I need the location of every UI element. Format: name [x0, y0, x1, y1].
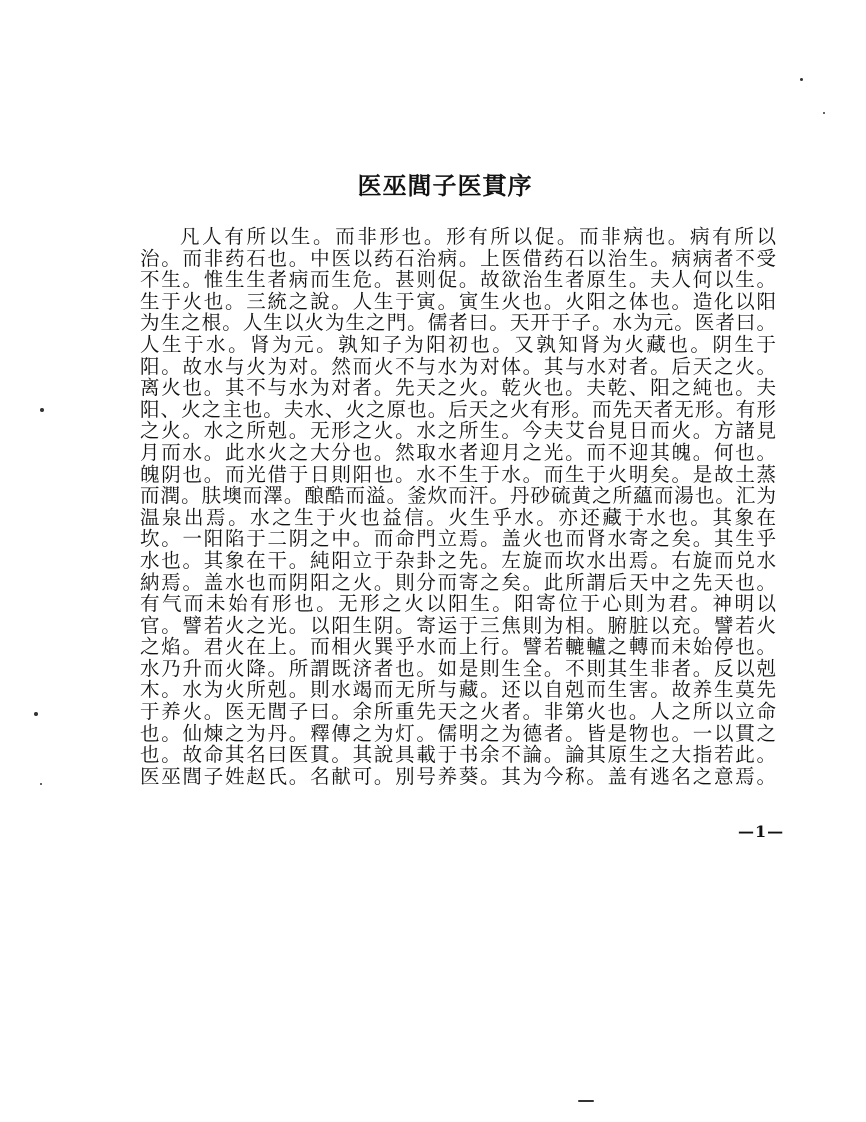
- scan-speck: [40, 408, 44, 412]
- text-line: 也。故命其名曰医貫。其說具載于书余不論。論其原生之大指若此。: [140, 744, 776, 766]
- text-line: 官。譬若火之光。以阳生阴。寄运于三焦則为相。腑脏以充。譬若火: [140, 614, 776, 637]
- text-line: 之焰。君火在上。而相火巽乎水而上行。譬若轆轤之轉而未始停也。: [140, 636, 776, 658]
- text-line: 于养火。医无閭子曰。余所重先天之火者。非第火也。人之所以立命: [140, 701, 776, 723]
- scan-speck: [800, 78, 803, 81]
- text-line: 医巫閭子姓赵氏。名献可。別号养葵。其为今称。盖有逃名之意焉。: [140, 765, 776, 788]
- preface-body: [140, 226, 776, 787]
- text-line: 有气而未始有形也。无形之火以阳生。阳寄位于心則为君。神明以: [140, 593, 776, 615]
- text-line: 而潤。肤墺而澤。酿酷而溢。釜炊而汗。丹砂硫黄之所蘊而湯也。汇为: [140, 485, 776, 507]
- scan-speck: [34, 712, 38, 716]
- text-line: 坎。一阳陷于二阴之中。而命門立焉。盖火也而肾水寄之矣。其生乎: [140, 528, 776, 550]
- text-line: 納焉。盖水也而阴阳之火。則分而寄之矣。此所謂后天中之先天也。: [140, 571, 776, 594]
- text-line: 不生。惟生生者病而生危。甚则促。故欲治生者原生。夫人何以生。: [140, 269, 776, 291]
- page-title: 医巫閭子医貫序: [357, 171, 533, 200]
- text-line: 水乃升而火降。所謂既济者也。如是則生全。不則其生非者。反以剋: [140, 657, 776, 680]
- text-line: 人生于水。肾为元。孰知子为阳初也。又孰知肾为火藏也。阴生于: [140, 333, 776, 356]
- text-line: 阳。故水与火为对。然而火不与水为对体。其与水对者。后天之火。: [140, 355, 776, 378]
- text-line: 阳、火之主也。夫水、火之原也。后天之火有形。而先天者无形。有形: [140, 398, 776, 421]
- scan-speck: [823, 112, 825, 114]
- text-line: 生于火也。三統之說。人生于寅。寅生火也。火阳之体也。造化以阳: [140, 290, 776, 313]
- text-line: 月而水。此水火之大分也。然取水者迎月之光。而不迎其魄。何也。: [140, 441, 776, 464]
- text-line: 木。水为火所剋。則水竭而无所与藏。还以自剋而生害。故养生莫先: [140, 679, 776, 702]
- text-line: 凡人有所以生。而非形也。形有所以促。而非病也。病有所以: [180, 226, 776, 248]
- scan-speck: [578, 1100, 594, 1102]
- text-line: 也。仙煉之为丹。釋傳之为灯。儒明之为德者。皆是物也。一以貫之: [140, 722, 776, 745]
- text-line: 离火也。其不与水为对者。先天之火。乾火也。夫乾、阳之純也。夫: [140, 377, 776, 399]
- text-line: 治。而非药石也。中医以药石治病。上医借药石以治生。病病者不受: [140, 247, 776, 270]
- text-line: 温泉出焉。水之生于火也益信。火生乎水。亦还藏于水也。其象在: [140, 506, 776, 529]
- text-line: 水也。其象在干。純阳立于杂卦之先。左旋而坎水出焉。右旋而兑水: [140, 549, 776, 572]
- text-line: 为生之根。人生以火为生之門。儒者曰。天开于子。水为元。医者曰。: [140, 312, 776, 334]
- scan-speck: [40, 783, 42, 785]
- page-number: —1—: [738, 822, 785, 841]
- text-line: 魄阴也。而光借于日則阳也。水不生于水。而生于火明矣。是故土蒸: [140, 463, 776, 486]
- text-line: 之火。水之所剋。无形之火。水之所生。今夫艾台見日而火。方諸見: [140, 420, 776, 442]
